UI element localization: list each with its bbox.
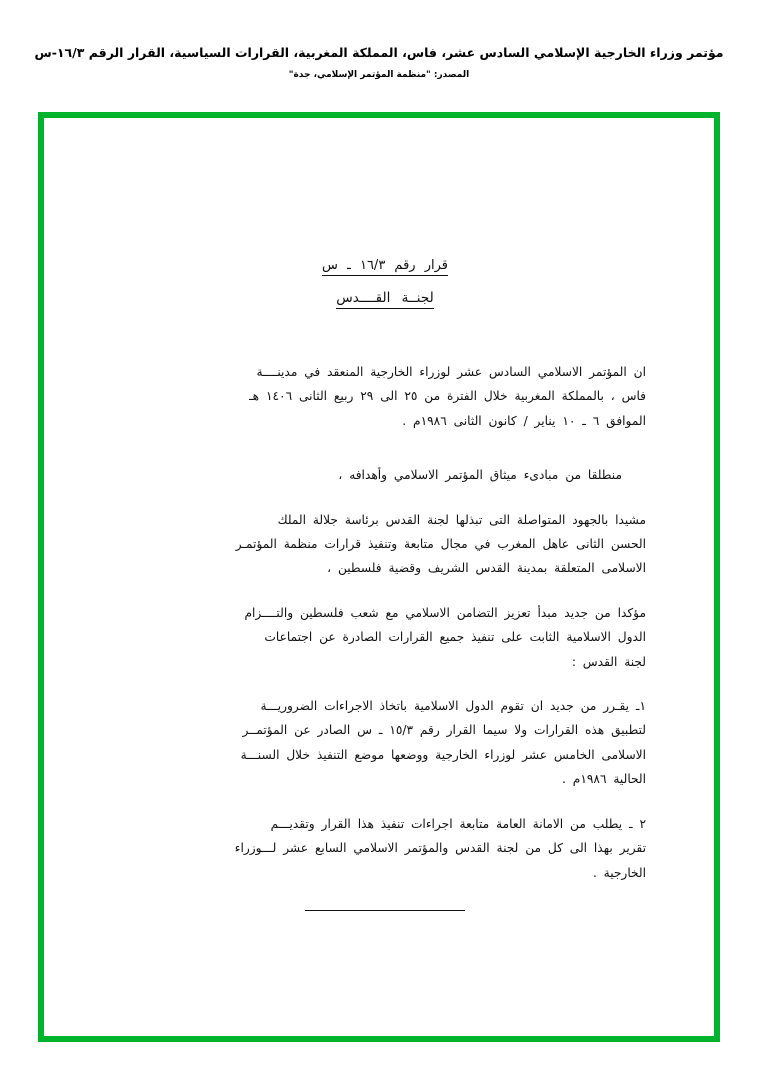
document-header	[0, 44, 758, 80]
resolution-line: ٢ ـ يطلب من الامانة العامة متابعة اجراءات تنفيذ هذا القرار وتقديـــم	[270, 816, 646, 831]
clause-paragraph	[96, 601, 646, 674]
page-title: مؤتمر وزراء الخارجية الإسلامي السادس عشر، فاس، المملكة المغربية، القرارات السياسية، القرار الرقم ١٦/٣-س	[34, 45, 724, 60]
resolution-line: الحالية ١٩٨٦م .	[562, 772, 646, 787]
clause-paragraph	[96, 508, 646, 581]
document-body	[96, 360, 646, 905]
clause-line: منطلقا من مبادىء ميثاق المؤتمر الاسلامي وأهدافه ،	[338, 468, 622, 483]
preamble-paragraph	[96, 360, 646, 433]
resolution-item	[96, 812, 646, 885]
resolution-line: ١ـ يقـرر من جديد ان تقوم الدول الاسلامية باتخاذ الاجراءات الضروريـــة	[260, 699, 646, 714]
resolution-line: الخارجية .	[592, 865, 646, 880]
resolution-line: لتطبيق هذه القرارات ولا سيما القرار رقم ١٥/٣ ـ س الصادر عن المؤتمــر	[242, 723, 646, 738]
decision-number: قرار رقم ١٦/٣ ـ س	[322, 258, 448, 276]
preamble-line: فاس ، بالمملكة المغربية خلال الفترة من ٢٥ الى ٢٩ ربيع الثانى ١٤٠٦ هـ	[249, 389, 646, 404]
clause-line: مشيدا بالجهود المتواصلة التى تبذلها لجنة القدس برئاسة جلالة الملك	[277, 512, 646, 527]
preamble-line: الموافق ٦ ـ ١٠ يناير / كانون الثانى ١٩٨٦م .	[402, 413, 646, 428]
resolution-line: تقرير بهذا الى كل من لجنة القدس والمؤتمر الاسلامي السابع عشر لـــوزراء	[234, 841, 646, 856]
preamble-line: ان المؤتمر الاسلامي السادس عشر لوزراء الخارجية المنعقد في مدينــــة	[256, 365, 646, 379]
clause-line: مؤكدا من جديد مبدأ تعزيز التضامن الاسلامي مع شعب فلسطين والتــــزام	[244, 605, 646, 620]
clause-line: الحسن الثانى عاهل المغرب في مجال متابعة وتنفيذ قرارات منظمة المؤتمـر	[235, 537, 646, 552]
clause-paragraph	[96, 463, 646, 487]
decision-heading	[44, 256, 726, 309]
source-line: المصدر: "منظمة المؤتمر الإسلامي، جدة"	[288, 69, 470, 80]
divider-line	[305, 910, 465, 911]
clause-line: الاسلامى المتعلقة بمدينة القدس الشريف وقضية فلسطين ،	[327, 561, 646, 576]
closing-divider	[44, 898, 726, 916]
scanned-page-content	[44, 118, 714, 1036]
clause-line: لجنة القدس :	[571, 654, 646, 669]
clause-line: الدول الاسلامية الثابت على تنفيذ جميع القرارات الصادرة عن اجتماعات	[264, 630, 646, 645]
decision-title: لجنــة القــــدس	[336, 290, 433, 309]
scanned-page-frame	[38, 112, 720, 1042]
resolution-line: الاسلامى الخامس عشر لوزراء الخارجية ووضعها موضع التنفيذ خلال السنـــة	[240, 747, 646, 762]
resolution-item	[96, 694, 646, 792]
